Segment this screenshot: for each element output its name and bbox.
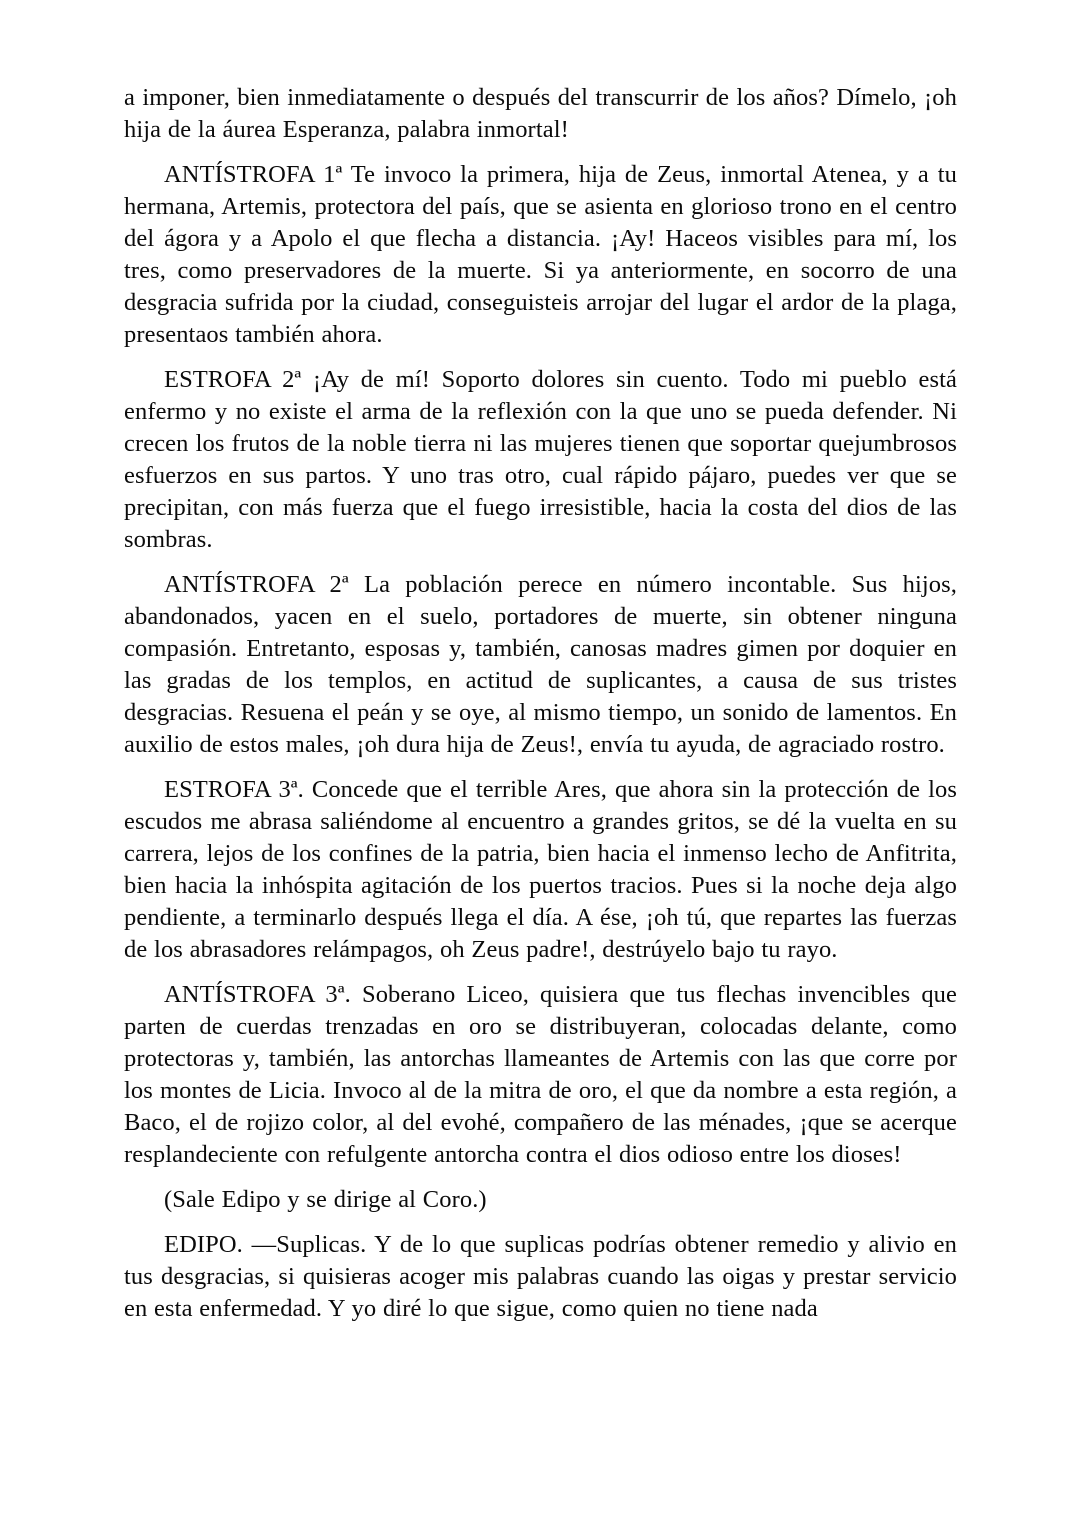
- antistrofa-2-paragraph: ANTÍSTROFA 2ª La población perece en número incontable. Sus hijos, abandonados, yacen en el suelo, portadores de muerte, sin obtener ninguna compasión. Entretanto, esposas y, también, canosas madres gimen por doquier en las gradas de los templos, en actitud de suplicantes, a causa de sus tristes desgracias. Resuena el peán y se oye, al mismo tiempo, un sonido de lamentos. En auxilio de estos males, ¡oh dura hija de Zeus!, envía tu ayuda, de agraciado rostro.: [124, 571, 957, 758]
- continuation-paragraph: a imponer, bien inmediatamente o después del transcurrir de los años? Dímelo, ¡oh hija de la áurea Esperanza, palabra inmortal!: [124, 84, 957, 143]
- stage-direction: (Sale Edipo y se dirige al Coro.): [164, 1186, 487, 1213]
- estrofa-3-paragraph: ESTROFA 3ª. Concede que el terrible Ares, que ahora sin la protección de los escudos me abrasa saliéndome al encuentro a grandes gritos, se dé la vuelta en su carrera, lejos de los confines de la patria, bien hacia el inmenso lecho de Anfitrita, bien hacia la inhóspita agitación de los puertos tracios. Pues si la noche deja algo pendiente, a terminarlo después llega el día. A ése, ¡oh tú, que repartes las fuerzas de los abrasadores relámpagos, oh Zeus padre!, destrúyelo bajo tu rayo.: [124, 776, 957, 963]
- edipo-speech-paragraph: EDIPO. —Suplicas. Y de lo que suplicas podrías obtener remedio y alivio en tus desgracias, si quisieras acoger mis palabras cuando las oigas y prestar servicio en esta enfermedad. Y yo diré lo que sigue, como quien no tiene nada: [124, 1231, 957, 1322]
- antistrofa-3-paragraph: ANTÍSTROFA 3ª. Soberano Liceo, quisiera que tus flechas invencibles que parten de cuerdas trenzadas en oro se distribuyeran, colocadas delante, como protectoras y, también, las antorchas llameantes de Artemis con las que corre por los montes de Licia. Invoco al de la mitra de oro, el que da nombre a esta región, a Baco, el de rojizo color, al del evohé, compañero de las ménades, ¡que se acerque resplandeciente con refulgente antorcha contra el dios odioso entre los dioses!: [124, 981, 957, 1168]
- antistrofa-1-paragraph: ANTÍSTROFA 1ª Te invoco la primera, hija de Zeus, inmortal Atenea, y a tu hermana, Artemis, protectora del país, que se asienta en glorioso trono en el centro del ágora y a Apolo el que flecha a distancia. ¡Ay! Haceos visibles para mí, los tres, como preservadores de la muerte. Si ya anteriormente, en socorro de una desgracia sufrida por la ciudad, conseguisteis arrojar del lugar el ardor de la plaga, presentaos también ahora.: [124, 161, 957, 348]
- estrofa-2-paragraph: ESTROFA 2ª ¡Ay de mí! Soporto dolores sin cuento. Todo mi pueblo está enfermo y no existe el arma de la reflexión con la que uno se pueda defender. Ni crecen los frutos de la noble tierra ni las mujeres tienen que soportar quejumbrosos esfuerzos en sus partos. Y uno tras otro, cual rápido pájaro, puedes ver que se precipitan, con más fuerza que el fuego irresistible, hacia la costa del dios de las sombras.: [124, 366, 957, 553]
